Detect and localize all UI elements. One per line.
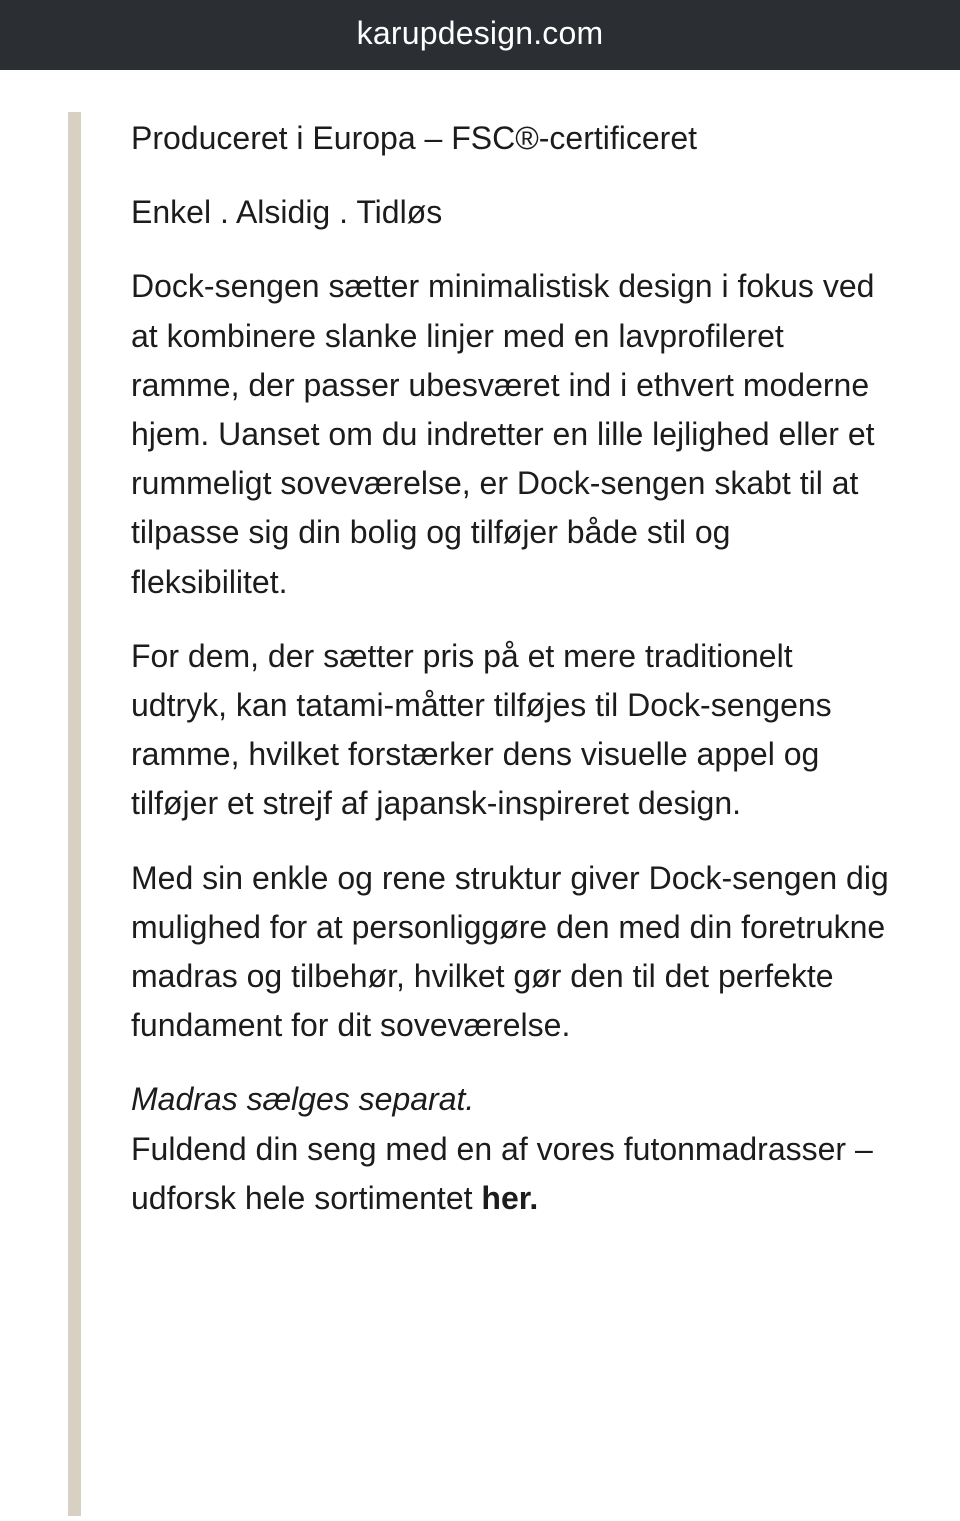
url-text[interactable]: karupdesign.com xyxy=(356,14,604,51)
description-paragraph-3: Med sin enkle og rene struktur giver Dock-sengen dig mulighed for at personliggøre den med din foretrukne madras og tilbehør, hvilket gør den til det perfekte fundament for dit soveværelse. xyxy=(131,859,889,1044)
description-paragraph-2: For dem, der sætter pris på et mere traditionelt udtryk, kan tatami-måtter tilføjes til Dock-sengens ramme, hvilket forstærker dens visuelle appel og tilføjer et strejf af japansk-inspireret design. xyxy=(131,637,832,822)
mattress-note: Madras sælges separat. xyxy=(131,1081,475,1118)
closing-text: Fuldend din seng med en af vores futonmadrasser – udforsk hele sortimentet xyxy=(131,1130,873,1216)
description-paragraph-1: Dock-sengen sætter minimalistisk design i fokus ved at kombinere slanke linjer med en lavprofileret ramme, der passer ubesværet ind i ethvert moderne hjem. Uanset om du indretter en lille lejlighed eller et rummeligt soveværelse, er Dock-sengen skabt til at tilpasse sig din bolig og tilføjer både stil og fleksibilitet. xyxy=(131,268,875,600)
blockquote-accent-bar xyxy=(68,112,81,1516)
tagline: Enkel . Alsidig . Tidløs xyxy=(131,194,443,231)
assortment-link[interactable]: her. xyxy=(481,1179,539,1216)
browser-url-bar[interactable] xyxy=(0,0,960,70)
closing-block xyxy=(131,1075,891,1223)
product-description xyxy=(131,114,891,1223)
production-heading: Produceret i Europa – FSC®-certificeret xyxy=(131,120,698,156)
